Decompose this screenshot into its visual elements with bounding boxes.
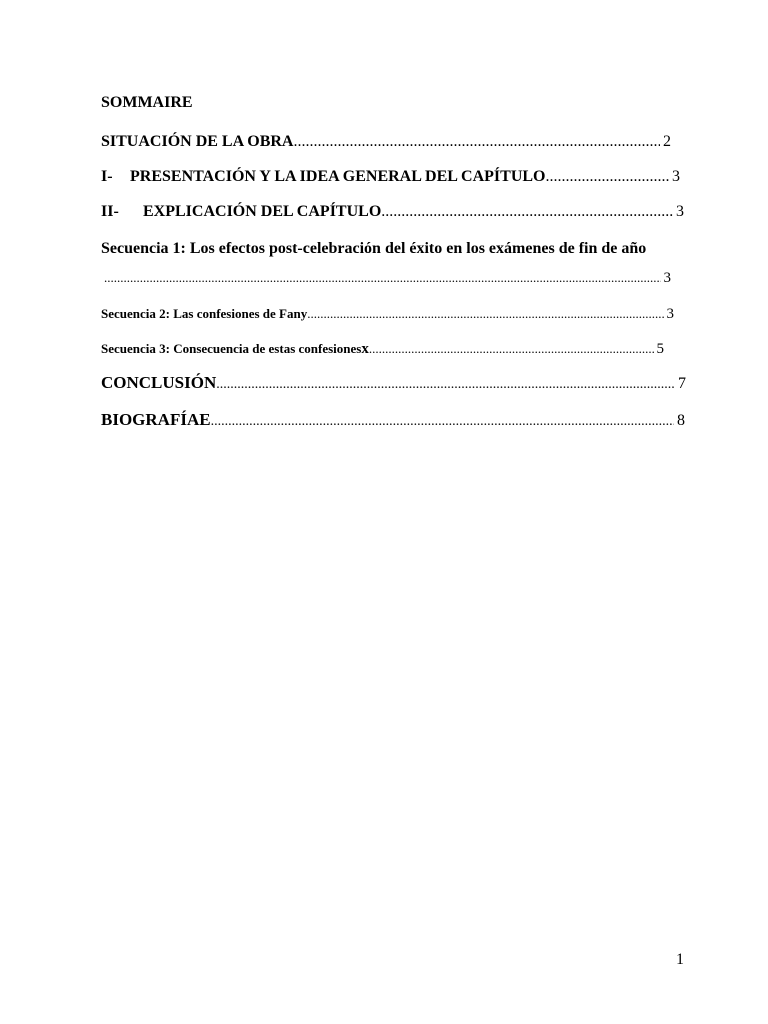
toc-entry-page: 3 [676, 203, 684, 220]
heading-text: Secuencia 3: Consecuencia de estas confesiones [101, 341, 362, 356]
toc-entry-situacion[interactable] [101, 132, 671, 152]
toc-entry-page: 3 [666, 306, 674, 322]
heading-text: PRESENTACIÓN Y LA IDEA GENERAL DEL CAPÍTULO [130, 168, 546, 185]
toc-entry-label: SITUACIÓN DE LA OBRA [101, 133, 294, 150]
toc-entry-page: 5 [656, 341, 664, 357]
dot-leader [369, 340, 654, 358]
toc-entry-presentacion[interactable] [101, 167, 680, 187]
toc-entry-page: 7 [678, 375, 686, 392]
toc-entry-page: 2 [663, 133, 671, 150]
toc-entry-page: 3 [663, 270, 671, 286]
dot-leader [381, 202, 673, 222]
page-number: 1 [676, 951, 684, 968]
heading-text: EXPLICACIÓN DEL CAPÍTULO [143, 203, 382, 220]
toc-entry-biografia[interactable] [101, 410, 685, 432]
toc-entry-explicacion[interactable] [101, 202, 684, 222]
toc-entry-page: 8 [677, 412, 685, 429]
toc-entry-conclusion[interactable] [101, 373, 686, 395]
toc-entry-label [101, 202, 381, 222]
dot-leader [104, 268, 661, 288]
toc-title: SOMMAIRE [101, 94, 193, 111]
toc-entry-label: Secuencia 2: Las confesiones de Fany [101, 306, 308, 321]
toc-entry-label: CONCLUSIÓN [101, 373, 217, 392]
dot-leader [211, 412, 674, 432]
dot-leader [216, 375, 675, 395]
toc-entry-label [101, 167, 546, 187]
toc-entry-page: 3 [672, 168, 680, 185]
stray-character: x [361, 341, 369, 357]
toc-entry-secuencia-1-label[interactable]: Secuencia 1: Los efectos post-celebración del éxito en los exámenes de fin de año [101, 240, 647, 257]
dot-leader [546, 167, 670, 187]
toc-entry-label: BIOGRAFÍAE [101, 410, 211, 429]
toc-entry-secuencia-2[interactable] [101, 305, 674, 323]
dot-leader [307, 305, 663, 323]
toc-entry-secuencia-1-leader[interactable] [104, 268, 671, 288]
toc-entry-label [101, 340, 369, 358]
heading-number: II- [101, 203, 119, 220]
heading-number: I- [101, 168, 113, 185]
toc-entry-secuencia-3[interactable] [101, 340, 664, 358]
dot-leader [293, 132, 660, 152]
